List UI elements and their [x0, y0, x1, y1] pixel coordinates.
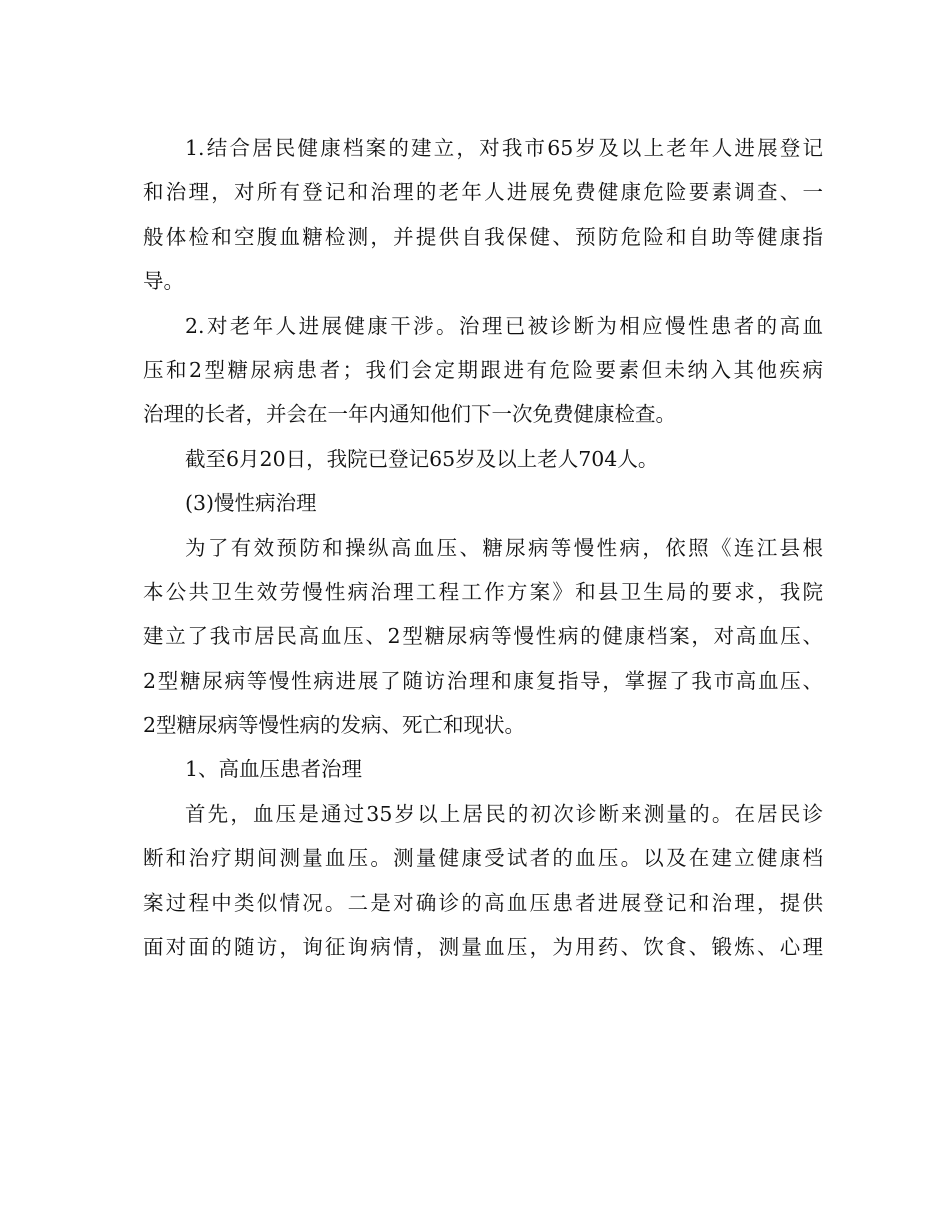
document-body [143, 126, 823, 969]
text-line: 截至6月20日，我院已登记65岁及以上老人704人。 [185, 446, 659, 471]
text-line: 导。 [143, 269, 184, 294]
text-line: 治理的长者，并会在一年内通知他们下一次免费健康检查。 [143, 402, 676, 427]
text-line: 般体检和空腹血糖检测，并提供自我保健、预防危险和自助等健康指 [143, 224, 823, 249]
text-line: 和治理，对所有登记和治理的老年人进展免费健康危险要素调查、一 [143, 180, 823, 205]
text-line: 1.结合居民健康档案的建立，对我市65岁及以上老年人进展登记 [185, 136, 823, 160]
text-line: 2型糖尿病等慢性病进展了随访治理和康复指导，掌握了我市高血压、 [143, 668, 823, 693]
text-line: 断和治疗期间测量血压。测量健康受试者的血压。以及在建立健康档 [143, 846, 823, 871]
text-line: 压和2型糖尿病患者；我们会定期跟进有危险要素但未纳入其他疾病 [143, 357, 823, 382]
text-line: (3)慢性病治理 [185, 491, 317, 516]
text-line: 首先，血压是通过35岁以上居民的初次诊断来测量的。在居民诊 [185, 801, 823, 826]
text-line: 案过程中类似情况。二是对确诊的高血压患者进展登记和治理，提供 [143, 890, 823, 915]
text-line: 建立了我市居民高血压、2型糖尿病等慢性病的健康档案，对高血压、 [143, 624, 823, 649]
text-line: 为了有效预防和操纵高血压、糖尿病等慢性病，依照《连江县根 [185, 535, 823, 560]
text-line: 本公共卫生效劳慢性病治理工程工作方案》和县卫生局的要求，我院 [143, 579, 823, 604]
text-line: 1、高血压患者治理 [185, 757, 363, 782]
text-line: 2.对老年人进展健康干涉。治理已被诊断为相应慢性患者的高血 [185, 313, 823, 338]
text-line: 2型糖尿病等慢性病的发病、死亡和现状。 [143, 713, 526, 738]
text-line: 面对面的随访，询征询病情，测量血压，为用药、饮食、锻炼、心理 [143, 935, 823, 960]
